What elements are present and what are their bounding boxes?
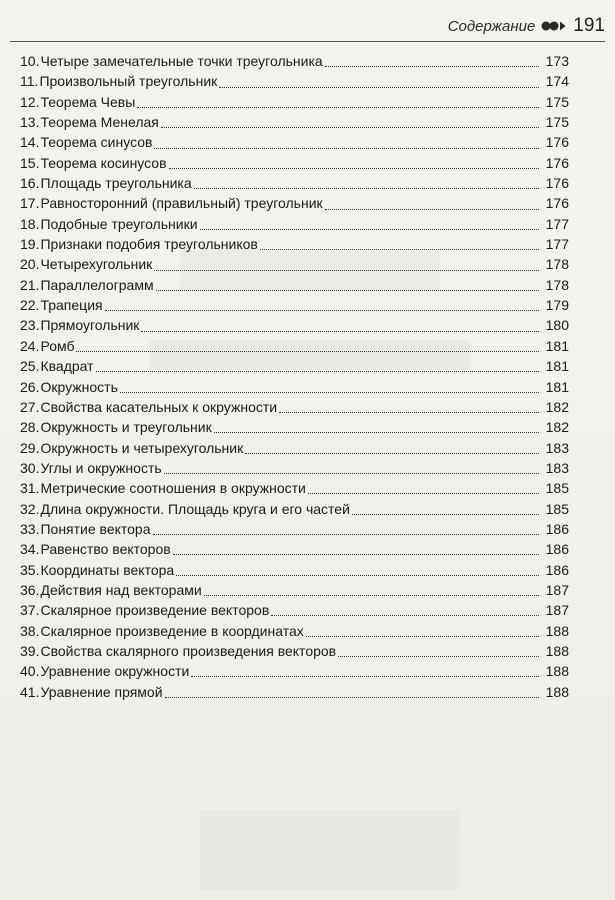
toc-entry-page: 176 <box>545 134 569 151</box>
dot-leader <box>325 208 539 210</box>
toc-entry-page: 181 <box>545 337 569 354</box>
toc-entry-number: 29. <box>20 439 40 456</box>
toc-entry-number: 41. <box>20 683 40 700</box>
toc-entry-title: Метрические соотношения в окружности <box>40 480 306 497</box>
toc-entry[interactable] <box>20 519 569 539</box>
toc-entry-number: 17. <box>20 195 40 212</box>
bleed-through-block-3 <box>200 810 460 890</box>
toc-entry[interactable] <box>20 112 569 132</box>
toc-entry-number: 28. <box>20 419 40 436</box>
toc-entry[interactable] <box>20 356 569 376</box>
toc-entry-title: Свойства скалярного произведения векторов <box>40 642 337 659</box>
toc-entry-page: 183 <box>545 439 569 456</box>
table-of-contents <box>20 51 569 702</box>
toc-entry-number: 36. <box>20 581 40 598</box>
toc-entry-number: 33. <box>20 520 40 537</box>
toc-entry-title: Равносторонний (правильный) треугольник <box>40 195 323 212</box>
dot-leader <box>141 330 539 332</box>
toc-entry-number: 25. <box>20 358 40 375</box>
toc-entry-page: 187 <box>545 581 569 598</box>
dot-leader <box>338 655 539 657</box>
dot-leader <box>200 228 539 230</box>
toc-entry[interactable] <box>20 214 569 234</box>
toc-entry-title: Теорема синусов <box>40 134 153 151</box>
toc-entry-title: Четырехугольник <box>40 256 153 273</box>
dot-leader <box>325 65 539 67</box>
toc-entry-page: 186 <box>545 520 569 537</box>
toc-entry[interactable] <box>20 254 569 274</box>
toc-entry-page: 188 <box>545 663 569 680</box>
toc-entry-number: 21. <box>20 276 40 293</box>
toc-entry-title: Подобные треугольники <box>40 215 198 232</box>
toc-entry-number: 26. <box>20 378 40 395</box>
toc-entry-number: 15. <box>20 154 40 171</box>
toc-entry-number: 38. <box>20 622 40 639</box>
dot-leader <box>352 513 539 515</box>
toc-entry[interactable] <box>20 193 569 213</box>
toc-entry[interactable] <box>20 295 569 315</box>
dot-leader <box>214 431 539 433</box>
toc-entry-title: Уравнение прямой <box>40 683 163 700</box>
toc-entry-page: 178 <box>545 256 569 273</box>
toc-entry-page: 186 <box>545 541 569 558</box>
header-rule <box>10 41 605 42</box>
toc-entry-number: 19. <box>20 236 40 253</box>
running-head <box>448 14 605 38</box>
toc-entry[interactable] <box>20 153 569 173</box>
toc-entry[interactable] <box>20 438 569 458</box>
toc-entry[interactable] <box>20 51 569 71</box>
toc-entry-title: Параллелограмм <box>40 276 154 293</box>
toc-entry-number: 14. <box>20 134 40 151</box>
toc-entry[interactable] <box>20 377 569 397</box>
toc-entry-number: 22. <box>20 297 40 314</box>
toc-entry-page: 185 <box>545 480 569 497</box>
toc-entry-title: Трапеция <box>40 297 103 314</box>
toc-entry-page: 187 <box>545 602 569 619</box>
dot-leader <box>306 635 539 637</box>
dot-leader <box>105 309 539 311</box>
dot-leader <box>271 614 539 616</box>
dot-leader <box>165 696 539 698</box>
toc-entry[interactable] <box>20 234 569 254</box>
dot-leader <box>308 492 539 494</box>
toc-entry-number: 11. <box>20 73 39 90</box>
toc-entry[interactable] <box>20 173 569 193</box>
toc-entry[interactable] <box>20 458 569 478</box>
toc-entry-page: 188 <box>545 642 569 659</box>
toc-entry-title: Действия над векторами <box>40 581 202 598</box>
toc-entry-page: 180 <box>545 317 569 334</box>
toc-entry-page: 188 <box>545 622 569 639</box>
toc-entry-number: 30. <box>20 459 40 476</box>
toc-entry[interactable] <box>20 499 569 519</box>
toc-entry-page: 178 <box>545 276 569 293</box>
dot-leader <box>191 675 539 677</box>
toc-entry[interactable] <box>20 641 569 661</box>
toc-entry-title: Теорема косинусов <box>40 154 167 171</box>
toc-entry-title: Теорема Менелая <box>40 114 159 131</box>
running-title: Содержание <box>447 17 536 35</box>
toc-entry[interactable] <box>20 600 569 620</box>
toc-entry-page: 177 <box>545 236 569 253</box>
toc-entry-page: 182 <box>545 419 569 436</box>
toc-entry-number: 35. <box>20 561 40 578</box>
toc-entry-title: Свойства касательных к окружности <box>40 398 278 415</box>
toc-entry-page: 175 <box>545 93 569 110</box>
dot-leader <box>153 533 540 535</box>
dot-leader <box>120 391 539 393</box>
toc-entry-title: Окружность <box>40 378 118 395</box>
toc-entry-page: 174 <box>545 73 569 90</box>
toc-entry-page: 176 <box>545 175 569 192</box>
toc-entry-page: 173 <box>545 53 569 69</box>
dot-leader <box>260 248 539 250</box>
toc-entry-page: 176 <box>545 195 569 212</box>
toc-entry[interactable] <box>20 661 569 681</box>
toc-entry-title: Окружность и треугольник <box>40 419 212 436</box>
dot-leader <box>137 106 539 108</box>
toc-entry[interactable] <box>20 132 569 152</box>
dot-leader <box>219 86 539 88</box>
toc-entry-number: 16. <box>20 175 40 192</box>
toc-entry-title: Четыре замечательные точки треугольника <box>40 53 323 69</box>
toc-entry[interactable] <box>20 315 569 335</box>
dot-leader <box>245 452 539 454</box>
dot-leader <box>96 370 539 372</box>
toc-entry-title: Скалярное произведение в координатах <box>40 622 304 639</box>
toc-entry-title: Уравнение окружности <box>40 663 190 680</box>
toc-entry[interactable] <box>20 580 569 600</box>
toc-entry[interactable] <box>20 336 569 356</box>
toc-entry-number: 13. <box>20 114 40 131</box>
toc-entry-title: Координаты вектора <box>40 561 175 578</box>
toc-entry-page: 182 <box>545 398 569 415</box>
dot-leader <box>76 350 539 352</box>
toc-entry-page: 188 <box>545 683 569 700</box>
toc-entry[interactable] <box>20 682 569 702</box>
toc-entry-page: 176 <box>545 154 569 171</box>
page-number: 191 <box>573 15 605 36</box>
toc-entry-title: Ромб <box>40 337 75 354</box>
dot-leader <box>176 574 539 576</box>
dot-leader <box>154 269 539 271</box>
toc-entry-number: 34. <box>20 541 40 558</box>
toc-entry[interactable] <box>20 539 569 559</box>
toc-entry-page: 181 <box>545 358 569 375</box>
toc-entry-number: 18. <box>20 215 40 232</box>
toc-entry[interactable] <box>20 478 569 498</box>
toc-entry[interactable] <box>20 92 569 112</box>
dot-leader <box>279 411 539 413</box>
toc-entry-number: 40. <box>20 663 40 680</box>
toc-entry[interactable] <box>20 560 569 580</box>
toc-entry-title: Площадь треугольника <box>40 175 192 192</box>
dot-leader <box>194 187 539 189</box>
dot-leader <box>156 289 539 291</box>
dot-leader <box>164 472 539 474</box>
dot-leader <box>204 594 539 596</box>
toc-entry-number: 23. <box>20 317 40 334</box>
toc-entry-page: 179 <box>545 297 569 314</box>
toc-entry-page: 186 <box>545 561 569 578</box>
toc-entry-title: Понятие вектора <box>40 520 151 537</box>
toc-entry-title: Скалярное произведение векторов <box>40 602 270 619</box>
toc-entry-title: Теорема Чевы <box>40 93 136 110</box>
toc-entry[interactable] <box>20 417 569 437</box>
toc-entry-number: 12. <box>20 93 40 110</box>
toc-entry-title: Признаки подобия треугольников <box>40 236 258 253</box>
toc-entry-title: Квадрат <box>40 358 94 375</box>
toc-entry-page: 177 <box>545 215 569 232</box>
toc-entry-number: 32. <box>20 500 40 517</box>
toc-entry-number: 24. <box>20 337 40 354</box>
double-dot-arrow-icon <box>541 19 567 33</box>
dot-leader <box>173 553 539 555</box>
toc-entry-page: 181 <box>545 378 569 395</box>
toc-entry[interactable] <box>20 621 569 641</box>
toc-entry-number: 20. <box>20 256 40 273</box>
toc-entry-title: Прямоугольник <box>40 317 140 334</box>
toc-entry[interactable] <box>20 397 569 417</box>
toc-entry-page: 185 <box>545 500 569 517</box>
toc-entry-number: 39. <box>20 642 40 659</box>
toc-entry-title: Углы и окружность <box>40 459 162 476</box>
toc-entry-number: 37. <box>20 602 40 619</box>
toc-entry-title: Произвольный треугольник <box>39 73 218 90</box>
toc-entry-page: 183 <box>545 459 569 476</box>
dot-leader <box>154 147 539 149</box>
toc-entry-page: 175 <box>545 114 569 131</box>
toc-entry-title: Длина окружности. Площадь круга и его частей <box>40 500 350 517</box>
toc-entry-number: 27. <box>20 398 40 415</box>
toc-entry-number: 10. <box>20 53 40 69</box>
toc-entry-title: Равенство векторов <box>40 541 171 558</box>
toc-entry[interactable] <box>20 275 569 295</box>
toc-entry-title: Окружность и четырехугольник <box>40 439 244 456</box>
dot-leader <box>169 167 539 169</box>
toc-entry-number: 31. <box>20 480 40 497</box>
dot-leader <box>161 126 539 128</box>
toc-entry[interactable] <box>20 71 569 91</box>
